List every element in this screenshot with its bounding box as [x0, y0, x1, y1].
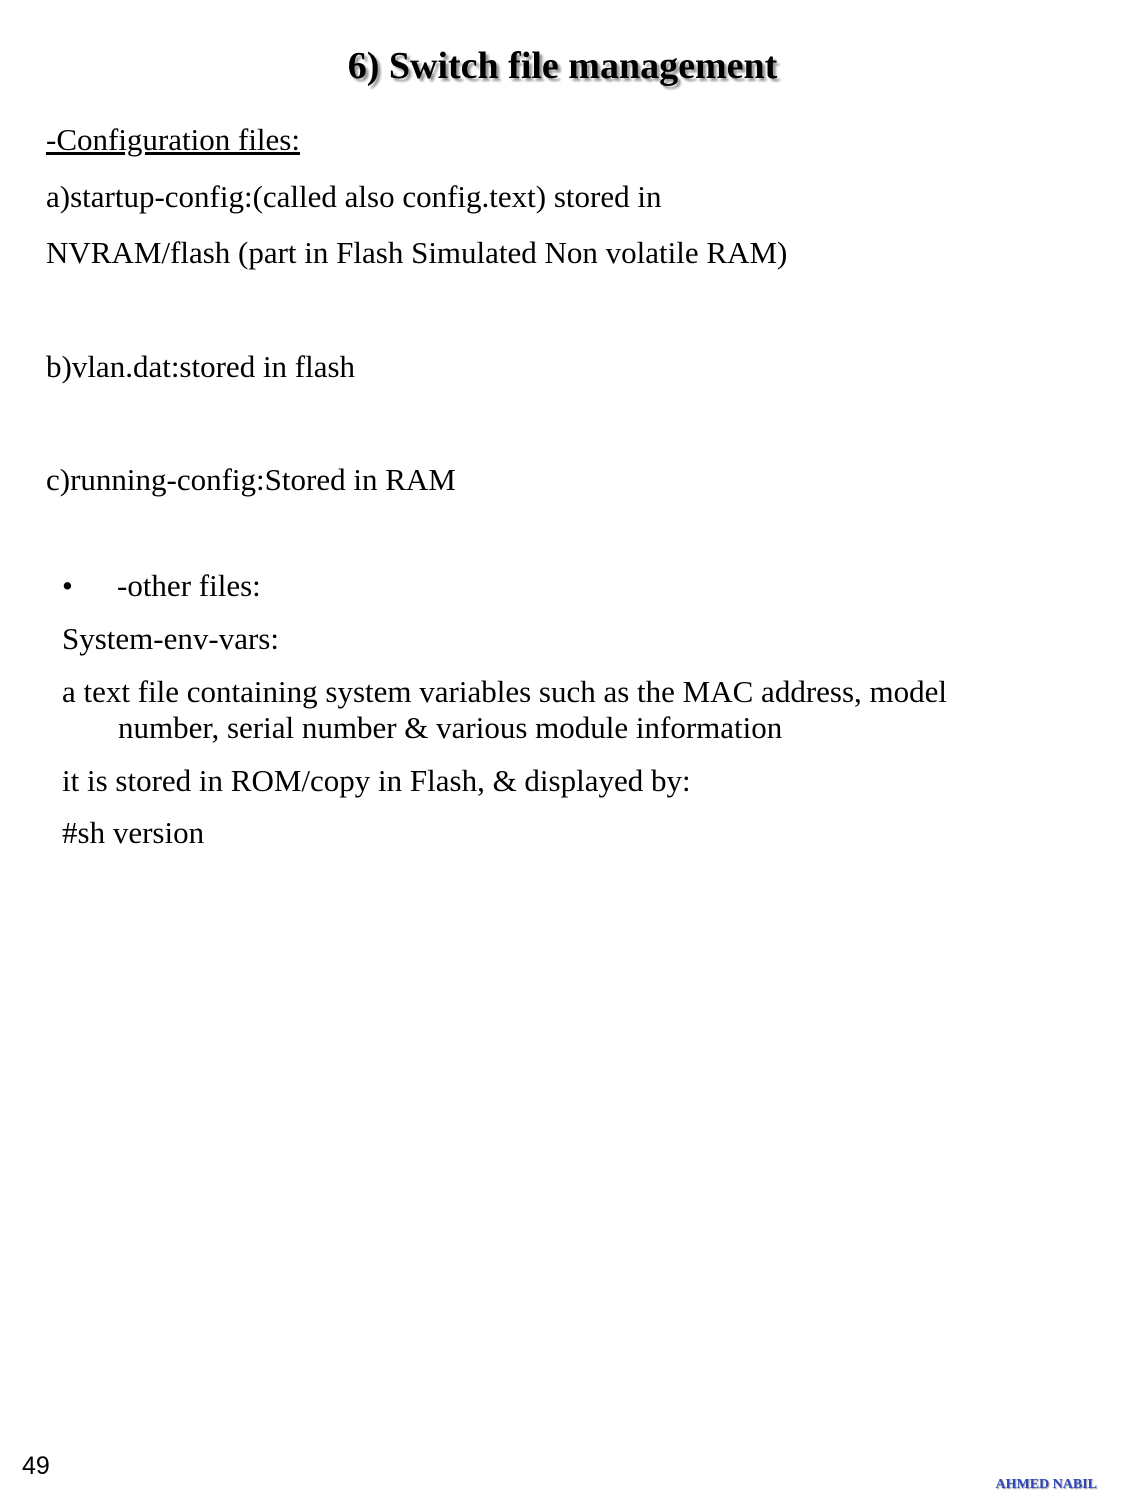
show-version-command: #sh version: [62, 815, 205, 850]
bullet-icon: •: [62, 568, 73, 603]
page-number: 49: [22, 1452, 50, 1480]
other-files-bullet-item: [62, 568, 261, 604]
startup-config-line-1: a)startup-config:(called also config.text) stored in: [46, 179, 662, 214]
vlan-dat-line: b)vlan.dat:stored in flash: [46, 349, 356, 384]
startup-config-line-2: NVRAM/flash (part in Flash Simulated Non volatile RAM): [46, 235, 788, 270]
other-files-label: -other files:: [117, 568, 261, 603]
system-env-vars-desc-line-2: number, serial number & various module information: [118, 710, 783, 745]
system-env-vars-heading: System-env-vars:: [62, 621, 279, 656]
author-credit: AHMED NABIL: [995, 1477, 1097, 1492]
slide-title: 6) Switch file management: [347, 45, 778, 87]
storage-location-line: it is stored in ROM/copy in Flash, & displayed by:: [62, 763, 691, 798]
running-config-line: c)running-config:Stored in RAM: [46, 462, 456, 497]
system-env-vars-desc-line-1: a text file containing system variables such as the MAC address, model: [62, 674, 948, 709]
config-files-heading: -Configuration files:: [46, 122, 300, 157]
